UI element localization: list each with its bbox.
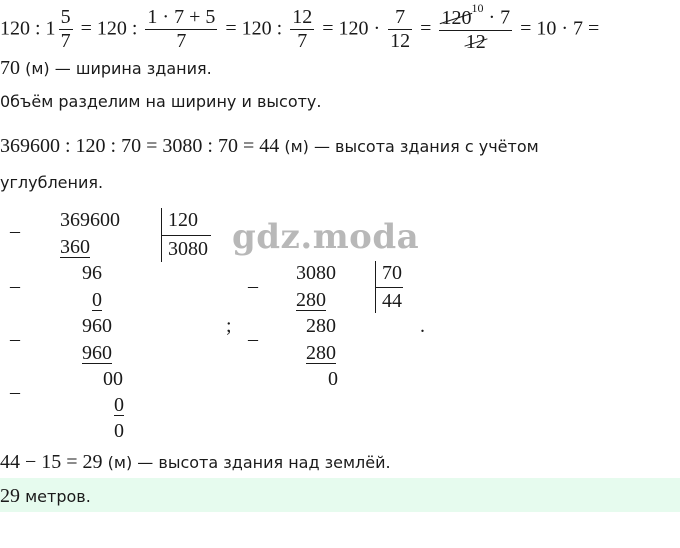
crossed-number: 120 xyxy=(441,6,472,29)
subtrahend: 0 xyxy=(114,394,124,416)
separator: ; xyxy=(226,315,232,337)
divisor: 120 xyxy=(168,209,198,231)
answer-line xyxy=(0,486,91,506)
eq-part: = 120 : xyxy=(225,17,283,40)
minus-sign: – xyxy=(248,328,258,350)
equation-line-1 xyxy=(0,1,600,54)
eq-part: 120 : 1 xyxy=(0,17,56,40)
height-calc-line xyxy=(0,136,539,156)
eq-part: = 10 · 7 = xyxy=(520,17,600,40)
eq-part: = 120 : xyxy=(80,17,138,40)
height-text: (м) — высота здания с учётом xyxy=(284,137,539,156)
minus-sign: – xyxy=(248,275,258,297)
denominator: 7 xyxy=(176,30,187,53)
crossed-number: 12 xyxy=(465,30,486,53)
superscript: 10 xyxy=(471,1,484,15)
final-remainder: 0 xyxy=(114,420,124,442)
subtrahend: 280 xyxy=(296,289,326,311)
subtrahend: 280 xyxy=(306,342,336,364)
width-value: 70 xyxy=(0,57,20,79)
numerator: 1 · 7 + 5 xyxy=(147,6,216,29)
numerator-rest: · 7 xyxy=(483,6,511,29)
volume-text: 0бъём разделим на ширину и высоту. xyxy=(0,92,322,111)
fraction xyxy=(290,6,314,53)
quotient: 44 xyxy=(382,290,402,312)
fraction xyxy=(388,6,412,53)
eq-part: = 120 · xyxy=(322,17,381,40)
subtrahend: 360 xyxy=(60,236,90,258)
width-result-line xyxy=(0,58,212,78)
subtrahend: 960 xyxy=(82,342,112,364)
numerator: 7 xyxy=(388,6,412,30)
height-expression: 369600 : 120 : 70 = 3080 : 70 = 44 xyxy=(0,135,280,157)
fraction xyxy=(439,1,512,54)
end-dot: . xyxy=(420,315,425,337)
quotient: 3080 xyxy=(168,238,208,260)
watermark-logo: gdz.moda xyxy=(232,217,420,257)
continuation-text: углубления. xyxy=(0,173,104,192)
final-remainder: 0 xyxy=(328,368,338,390)
denominator: 12 xyxy=(390,30,411,53)
width-text: (м) — ширина здания. xyxy=(25,59,212,78)
minus-sign: – xyxy=(10,220,20,242)
remainder: 96 xyxy=(82,262,102,284)
answer-text: метров. xyxy=(25,487,91,506)
numerator: 12 xyxy=(292,6,313,29)
minus-sign: – xyxy=(10,381,20,403)
minus-sign: – xyxy=(10,328,20,350)
remainder: 280 xyxy=(306,315,336,337)
answer-value: 29 xyxy=(0,485,20,507)
fraction xyxy=(145,6,217,53)
denominator xyxy=(439,31,512,54)
divisor-underline xyxy=(375,287,403,288)
remainder: 00 xyxy=(103,368,123,390)
minus-sign: – xyxy=(10,275,20,297)
dividend: 3080 xyxy=(296,262,336,284)
eq-part: = xyxy=(420,17,432,40)
dividend: 369600 xyxy=(60,209,120,231)
denominator: 7 xyxy=(60,30,71,53)
remainder: 960 xyxy=(82,315,112,337)
height-above-ground-line xyxy=(0,452,391,472)
answer-box xyxy=(0,478,680,512)
numerator: 5 xyxy=(60,6,71,29)
final-text: (м) — высота здания над землёй. xyxy=(107,453,391,472)
numerator xyxy=(439,1,512,31)
denominator: 7 xyxy=(297,30,308,53)
fraction xyxy=(59,6,73,53)
divisor: 70 xyxy=(382,262,402,284)
final-expression: 44 − 15 = 29 xyxy=(0,451,103,473)
divisor-underline xyxy=(161,235,211,236)
subtrahend: 0 xyxy=(92,289,102,311)
